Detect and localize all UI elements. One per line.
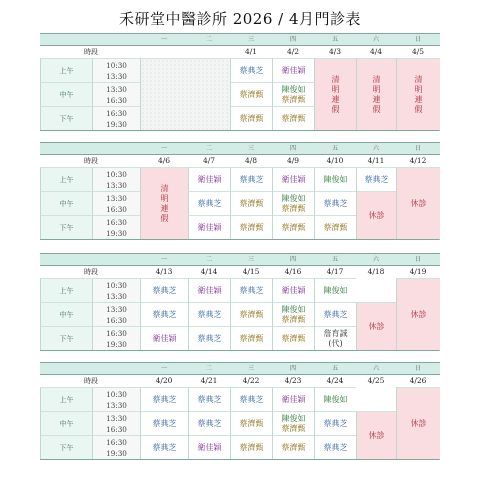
week-block [40,253,440,351]
holiday-char: 明 [414,84,423,94]
header-spacer [92,363,140,374]
date-label: 4/16 [284,267,302,276]
session-time [92,215,140,239]
doctor-name: 蔡濟甄 [239,334,264,343]
session-label: 中午 [40,411,92,435]
date-label: 4/2 [286,47,300,56]
closed-block: 休診 [396,387,440,459]
weekday-label: 三 [247,365,254,372]
holiday-char: 連 [160,203,169,213]
weekday-label: 六 [372,256,379,263]
weekday-label: 五 [331,365,338,372]
session-label: 下午 [40,106,92,130]
schedule-cell [140,387,188,411]
holiday-char: 清 [160,183,169,193]
time-end: 16:30 [106,424,127,434]
doctor-name: 蔡典芝 [197,419,222,428]
time-end: 19:30 [106,228,127,238]
schedule-cell [230,302,272,326]
date-label: 4/14 [200,267,218,276]
holiday-block [356,58,396,130]
time-start: 13:30 [106,304,127,314]
holiday-char: 明 [331,84,340,94]
date-label: 4/20 [155,376,173,385]
date-row [40,375,440,387]
schedule-cell [272,278,314,302]
doctor-name: 陳俊如 [281,84,306,94]
date-label: 4/4 [369,47,383,56]
doctor-name: 蔡典芝 [152,443,177,452]
schedule-cell [272,387,314,411]
week-block [40,142,440,240]
header-spacer [92,34,140,45]
schedule-cell [272,191,314,215]
date-label: 4/18 [367,267,385,276]
weekday-header [40,142,440,155]
time-start: 10:30 [106,169,127,179]
holiday-block [314,58,356,130]
weekday-label: 三 [247,256,254,263]
schedule-cell [272,58,314,82]
period-label: 時段 [84,377,98,385]
schedule-cell [230,82,272,106]
schedule-cell [188,191,230,215]
schedule-cell [188,215,230,239]
holiday-char: 明 [372,84,381,94]
header-spacer [92,143,140,154]
weekday-label: 六 [372,145,379,152]
schedule-grid [40,278,440,351]
holiday-char: 明 [160,193,169,203]
session-time [92,191,140,215]
doctor-name: 詹育誠 [323,328,348,338]
doctor-name: 蔡濟甄 [239,443,264,452]
weekday-label: 一 [160,365,167,372]
weekday-label: 四 [289,256,296,263]
doctor-name: 蔡濟甄 [281,114,306,123]
schedule-cell [230,411,272,435]
holiday-char: 假 [331,104,340,114]
doctor-name: 衛佳穎 [197,175,222,184]
session-label: 中午 [40,191,92,215]
weekday-header [40,362,440,375]
holiday-char: 清 [414,74,423,84]
date-row [40,266,440,278]
schedule-cell [314,435,356,459]
time-end: 16:30 [106,204,127,214]
schedule-cell [272,106,314,130]
weekday-label: 一 [160,36,167,43]
date-row [40,46,440,58]
doctor-name: 蔡典芝 [197,199,222,208]
schedule-cell [272,167,314,191]
doctor-name: 陳俊如 [281,413,306,423]
session-time [92,435,140,459]
schedule-cell [272,435,314,459]
time-start: 16:30 [106,328,127,338]
time-start: 10:30 [106,60,127,70]
time-end: 19:30 [106,448,127,458]
schedule-cell [230,326,272,350]
doctor-name: 蔡典芝 [364,175,389,184]
doctor-name: 蔡濟甄 [281,94,306,104]
doctor-name: 蔡典芝 [152,395,177,404]
schedule-cell [230,278,272,302]
time-start: 16:30 [106,108,127,118]
doctor-name: 衛佳穎 [281,395,306,404]
weekday-label: 五 [331,145,338,152]
session-label: 上午 [40,58,92,82]
time-start: 16:30 [106,217,127,227]
schedule-grid [40,58,440,131]
weekday-label: 五 [331,256,338,263]
doctor-name: 陳俊如 [281,193,306,203]
session-label: 中午 [40,82,92,106]
schedule-grid [40,387,440,460]
date-label: 4/21 [200,376,218,385]
time-end: 13:30 [106,180,127,190]
session-time [92,58,140,82]
date-label: 4/23 [284,376,302,385]
session-time [92,387,140,411]
closed-block: 休診 [396,167,440,239]
time-end: 13:30 [106,291,127,301]
session-time [92,82,140,106]
time-end: 16:30 [106,95,127,105]
weekday-label: 日 [414,36,421,43]
doctor-name: 蔡典芝 [323,419,348,428]
weekday-label: 六 [372,365,379,372]
time-end: 13:30 [106,71,127,81]
header-spacer [92,254,140,265]
doctor-name: 蔡濟甄 [239,310,264,319]
doctor-name: 衛佳穎 [281,66,306,75]
doctor-name: 衛佳穎 [197,443,222,452]
period-label: 時段 [84,268,98,276]
holiday-char: 假 [160,213,169,223]
holiday-char: 連 [331,94,340,104]
time-end: 13:30 [106,400,127,410]
schedule-cell [188,278,230,302]
schedule-cell [230,106,272,130]
schedule-cell [314,215,356,239]
weekday-label: 六 [372,36,379,43]
doctor-name: 蔡典芝 [239,395,264,404]
holiday-char: 連 [372,94,381,104]
schedule-cell [188,387,230,411]
unavailable-block [140,58,230,130]
date-label: 4/3 [328,47,342,56]
schedule-cell [314,302,356,326]
weekday-label: 三 [247,145,254,152]
time-end: 19:30 [106,339,127,349]
schedule-cell [314,191,356,215]
weekday-label: 日 [414,365,421,372]
date-label: 4/25 [367,376,385,385]
date-label: 4/17 [326,267,344,276]
doctor-name: 蔡典芝 [323,310,348,319]
date-label: 4/26 [409,376,427,385]
schedule-cell [272,302,314,326]
schedule-cell [272,82,314,106]
session-label: 上午 [40,167,92,191]
doctor-name: 衛佳穎 [281,286,306,295]
doctor-name: 陳俊如 [323,175,348,184]
schedule-cell [272,215,314,239]
doctor-name: 蔡濟甄 [281,443,306,452]
schedule-cell [188,411,230,435]
holiday-block [140,167,188,239]
weekday-label: 四 [289,145,296,152]
session-time [92,106,140,130]
header-spacer [40,254,92,265]
date-label: 4/7 [202,156,216,165]
session-time [92,302,140,326]
doctor-name: 衛佳穎 [197,223,222,232]
weekday-label: 五 [331,36,338,43]
schedule-cell [272,411,314,435]
schedule-cell [140,326,188,350]
weekday-label: 二 [205,36,212,43]
holiday-char: 連 [414,94,423,104]
date-label: 4/13 [155,267,173,276]
doctor-name: 蔡典芝 [239,286,264,295]
session-label: 中午 [40,302,92,326]
weekday-label: 一 [160,145,167,152]
schedule-grid [40,167,440,240]
schedule-cell [230,435,272,459]
weekday-label: 一 [160,256,167,263]
doctor-name: 蔡濟甄 [281,423,306,433]
date-label: 4/5 [411,47,425,56]
time-start: 13:30 [106,193,127,203]
doctor-name: 蔡典芝 [239,66,264,75]
session-label: 上午 [40,278,92,302]
time-start: 13:30 [106,84,127,94]
time-start: 10:30 [106,280,127,290]
schedule-cell [230,191,272,215]
header-spacer [40,363,92,374]
weekday-label: 四 [289,365,296,372]
holiday-block [396,58,440,130]
schedule-cell [314,411,356,435]
date-label: 4/8 [244,156,258,165]
session-time [92,167,140,191]
time-start: 13:30 [106,413,127,423]
date-row [40,155,440,167]
doctor-name: 陳俊如 [281,304,306,314]
schedule-cell [314,167,356,191]
schedule-cell [188,302,230,326]
page-title: 禾研堂中醫診所 2026 / 4月門診表 [118,10,362,28]
doctor-name: 蔡典芝 [323,443,348,452]
weekday-label: 四 [289,36,296,43]
holiday-char: 清 [331,74,340,84]
date-label: 4/9 [286,156,300,165]
date-label: 4/12 [409,156,427,165]
date-label: 4/10 [326,156,344,165]
period-label: 時段 [84,157,98,165]
weekday-label: 二 [205,256,212,263]
schedule-cell [230,215,272,239]
doctor-name: 陳俊如 [323,395,348,404]
schedule-cell [356,167,396,191]
doctor-name: 蔡典芝 [197,395,222,404]
doctor-name: 蔡典芝 [323,199,348,208]
schedule-cell [188,435,230,459]
weekday-label: 三 [247,36,254,43]
doctor-name: 蔡典芝 [152,286,177,295]
session-time [92,326,140,350]
time-end: 16:30 [106,315,127,325]
session-time [92,411,140,435]
session-label: 上午 [40,387,92,411]
doctor-name: 衛佳穎 [281,175,306,184]
date-label: 4/11 [367,156,385,165]
weekday-header [40,33,440,46]
weekday-label: 二 [205,145,212,152]
holiday-char: 假 [372,104,381,114]
closed-block: 休診 [356,302,396,350]
closed-block: 休診 [356,191,396,239]
doctor-name: 蔡典芝 [197,310,222,319]
schedule-cell [140,302,188,326]
session-label: 下午 [40,435,92,459]
header-spacer [40,34,92,45]
doctor-name: 蔡濟甄 [281,334,306,343]
date-label: 4/22 [242,376,260,385]
doctor-name: 蔡濟甄 [281,223,306,232]
schedule-cell [230,58,272,82]
closed-block: 休診 [396,278,440,350]
time-start: 10:30 [106,389,127,399]
weekday-header [40,253,440,266]
doctor-name: 蔡濟甄 [239,419,264,428]
time-end: 19:30 [106,119,127,129]
schedule-cell [140,411,188,435]
date-label [140,46,188,58]
doctor-name: 蔡典芝 [152,419,177,428]
week-block [40,33,440,131]
date-label: 4/6 [157,156,171,165]
schedule-cell [314,326,356,350]
doctor-name: 蔡典芝 [239,175,264,184]
schedule-cell [188,326,230,350]
session-time [92,278,140,302]
holiday-char: 假 [414,104,423,114]
date-label: 4/19 [409,267,427,276]
schedule-cell [314,387,356,411]
schedule-cell [188,167,230,191]
date-label: 4/24 [326,376,344,385]
session-label: 下午 [40,326,92,350]
weekday-label: 日 [414,256,421,263]
time-start: 16:30 [106,437,127,447]
weekday-label: 日 [414,145,421,152]
session-label: 下午 [40,215,92,239]
week-block [40,362,440,460]
holiday-char: 清 [372,74,381,84]
doctor-name: 陳俊如 [323,286,348,295]
doctor-name: 蔡濟甄 [239,199,264,208]
doctor-name: 蔡濟甄 [281,203,306,213]
schedule-cell [272,326,314,350]
doctor-name: 蔡濟甄 [281,314,306,324]
doctor-name: 蔡濟甄 [323,223,348,232]
doctor-name: 衛佳穎 [152,334,177,343]
schedule-cell [230,387,272,411]
weekday-label: 二 [205,365,212,372]
date-label: 4/1 [244,47,258,56]
doctor-name: 衛佳穎 [197,286,222,295]
doctor-name: 蔡濟甄 [239,223,264,232]
period-label: 時段 [84,48,98,56]
doctor-name: 蔡濟甄 [239,90,264,99]
doctor-name: 蔡典芝 [197,334,222,343]
doctor-name: 蔡濟甄 [239,114,264,123]
schedule-cell [140,435,188,459]
schedule-cell [140,278,188,302]
closed-block: 休診 [356,411,396,459]
date-label [188,46,230,58]
date-label: 4/15 [242,267,260,276]
doctor-name: 蔡典芝 [152,310,177,319]
schedule-cell [314,278,356,302]
schedule-cell [230,167,272,191]
header-spacer [40,143,92,154]
doctor-name: (代) [328,338,343,348]
